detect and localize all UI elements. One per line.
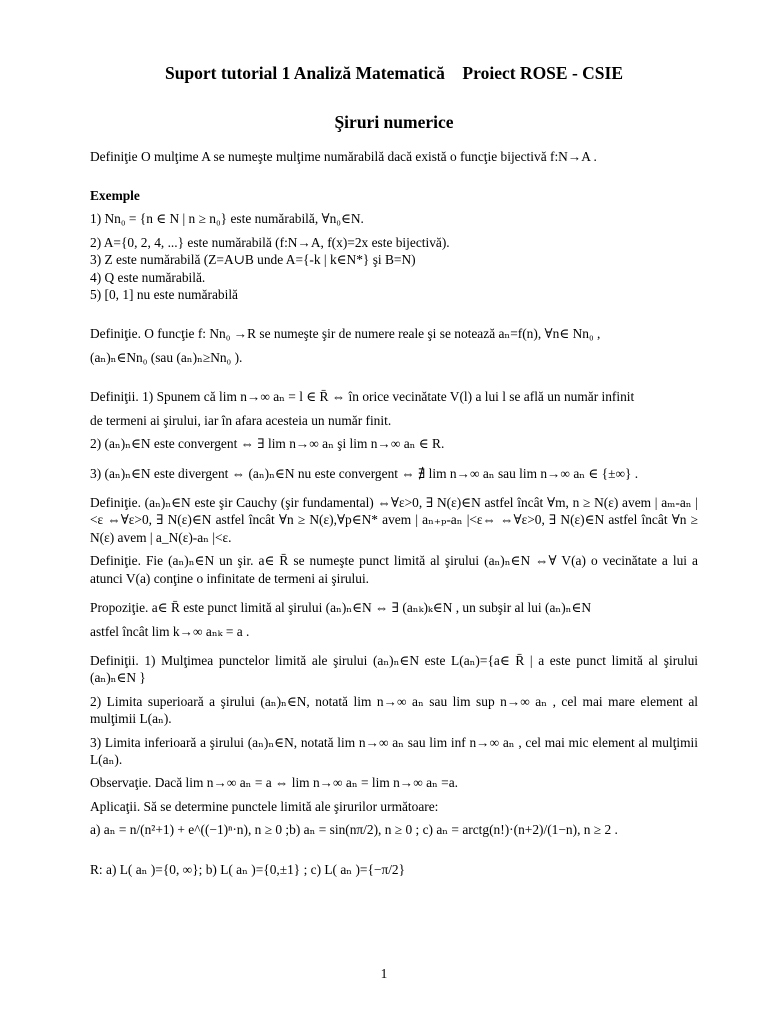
applications-sequences: a) aₙ = n/(n²+1) + e^((−1)ⁿ·n), n ≥ 0 ;b) aₙ = sin(nπ/2), n ≥ 0 ; c) aₙ = arctg(n!)·(n+2)/(1−n), n ≥ 2 . (90, 822, 618, 838)
definition-liminf: 3) Limita inferioară a şirului (aₙ)ₙ∈N, notată lim n→∞ aₙ sau lim inf n→∞ aₙ , cel mai mic element al mulţimii L(aₙ). (90, 734, 698, 768)
example-3: 3) Z este numărabilă (Z=A∪B unde A={-k | k∈N*} şi B=N) (90, 252, 416, 268)
definition-real-sequence-notation: (aₙ)ₙ∈Nn₀ (sau (aₙ)ₙ≥Nn₀ ). (90, 349, 243, 365)
example-2: 2) A={0, 2, 4, ...} este numărabilă (f:N→A, f(x)=2x este bijectivă). (90, 234, 450, 250)
definition-limit-point: Definiţie. Fie (aₙ)ₙ∈N un şir. a∈ R̄ se numeşte punct limită al şirului (aₙ)ₙ∈N ⇔∀ V(a) o vecinătate a lui a atunci V(a) conţine o infinitate de termeni ai şirului. (90, 553, 698, 586)
definition-divergent: 3) (aₙ)ₙ∈N este divergent ⇔ (aₙ)ₙ∈N nu este convergent ⇔ ∄ lim n→∞ aₙ sau lim n→∞ aₙ ∈ {±∞} . (90, 465, 639, 481)
definition-limit-cont: de termeni ai şirului, iar în afara acesteia un număr finit. (90, 412, 392, 428)
definition-limit-set: Definiţii. 1) Mulţimea punctelor limită ale şirului (aₙ)ₙ∈N este L(aₙ)={a∈ R̄ | a este punct limită al şirului (aₙ)ₙ∈N } (90, 652, 698, 686)
definition-real-sequence: Definiţie. O funcţie f: Nn₀ →R se numeşte şir de numere reale şi se notează aₙ=f(n), ∀n∈ Nn₀ , (90, 326, 601, 342)
proposition-limit-point: Propoziţie. a∈ R̄ este punct limită al şirului (aₙ)ₙ∈N ⇔ ∃ (aₙₖ)ₖ∈N , un subşir al lui (aₙ)ₙ∈N (90, 600, 592, 616)
section-title: Şiruri numerice (334, 111, 454, 132)
applications-intro: Aplicaţii. Să se determine punctele limită ale şirurilor următoare: (90, 798, 439, 814)
proposition-limit-point-cont: astfel încât lim k→∞ aₙₖ = a . (90, 623, 250, 639)
examples-heading: Exemple (90, 187, 140, 203)
answer: R: a) L( aₙ )={0, ∞}; b) L( aₙ )={0,±1} ; c) L( aₙ )={−π/2} (90, 861, 406, 877)
example-1: 1) Nn₀ = {n ∈ N | n ≥ n₀} este numărabilă, ∀n₀∈N. (90, 211, 364, 227)
observation: Observaţie. Dacă lim n→∞ aₙ = a ⇔ lim n→∞ aₙ = lim n→∞ aₙ =a. (90, 775, 459, 791)
definition-convergent: 2) (aₙ)ₙ∈N este convergent ⇔ ∃ lim n→∞ aₙ şi lim n→∞ aₙ ∈ R. (90, 436, 445, 452)
example-5: 5) [0, 1] nu este numărabilă (90, 287, 238, 303)
example-4: 4) Q este numărabilă. (90, 269, 206, 285)
definition-limit: Definiţii. 1) Spunem că lim n→∞ aₙ = l ∈ R̄ ⇔ în orice vecinătate V(l) a lui l se află un număr infinit (90, 389, 635, 405)
definition-countable-set: Definiţie O mulţime A se numeşte mulţime numărabilă dacă există o funcţie bijectivă f:N→A . (90, 148, 597, 164)
page-title: Suport tutorial 1 Analiză Matematică Proiect ROSE - CSIE (164, 63, 624, 83)
definition-limsup: 2) Limita superioară a şirului (aₙ)ₙ∈N, notată lim n→∞ aₙ sau lim sup n→∞ aₙ , cel mai mare element al mulţimii L(aₙ). (90, 693, 698, 727)
page-number: 1 (380, 966, 388, 981)
definition-cauchy: Definiţie. (aₙ)ₙ∈N este şir Cauchy (şir fundamental) ⇔∀ε>0, ∃ N(ε)∈N astfel încât ∀m, n ≥ N(ε) avem | aₘ-aₙ |<ε ⇔∀ε>0, ∃ N(ε)∈N astfel încât ∀n ≥ N(ε),∀p∈N* avem | aₙ₊ₚ-aₙ |<ε⇔ ⇔∀ε>0, ∃ N(ε)∈N astfel încât ∀n ≥ N(ε) avem | a_N(ε)-aₙ |<ε. (90, 494, 698, 545)
